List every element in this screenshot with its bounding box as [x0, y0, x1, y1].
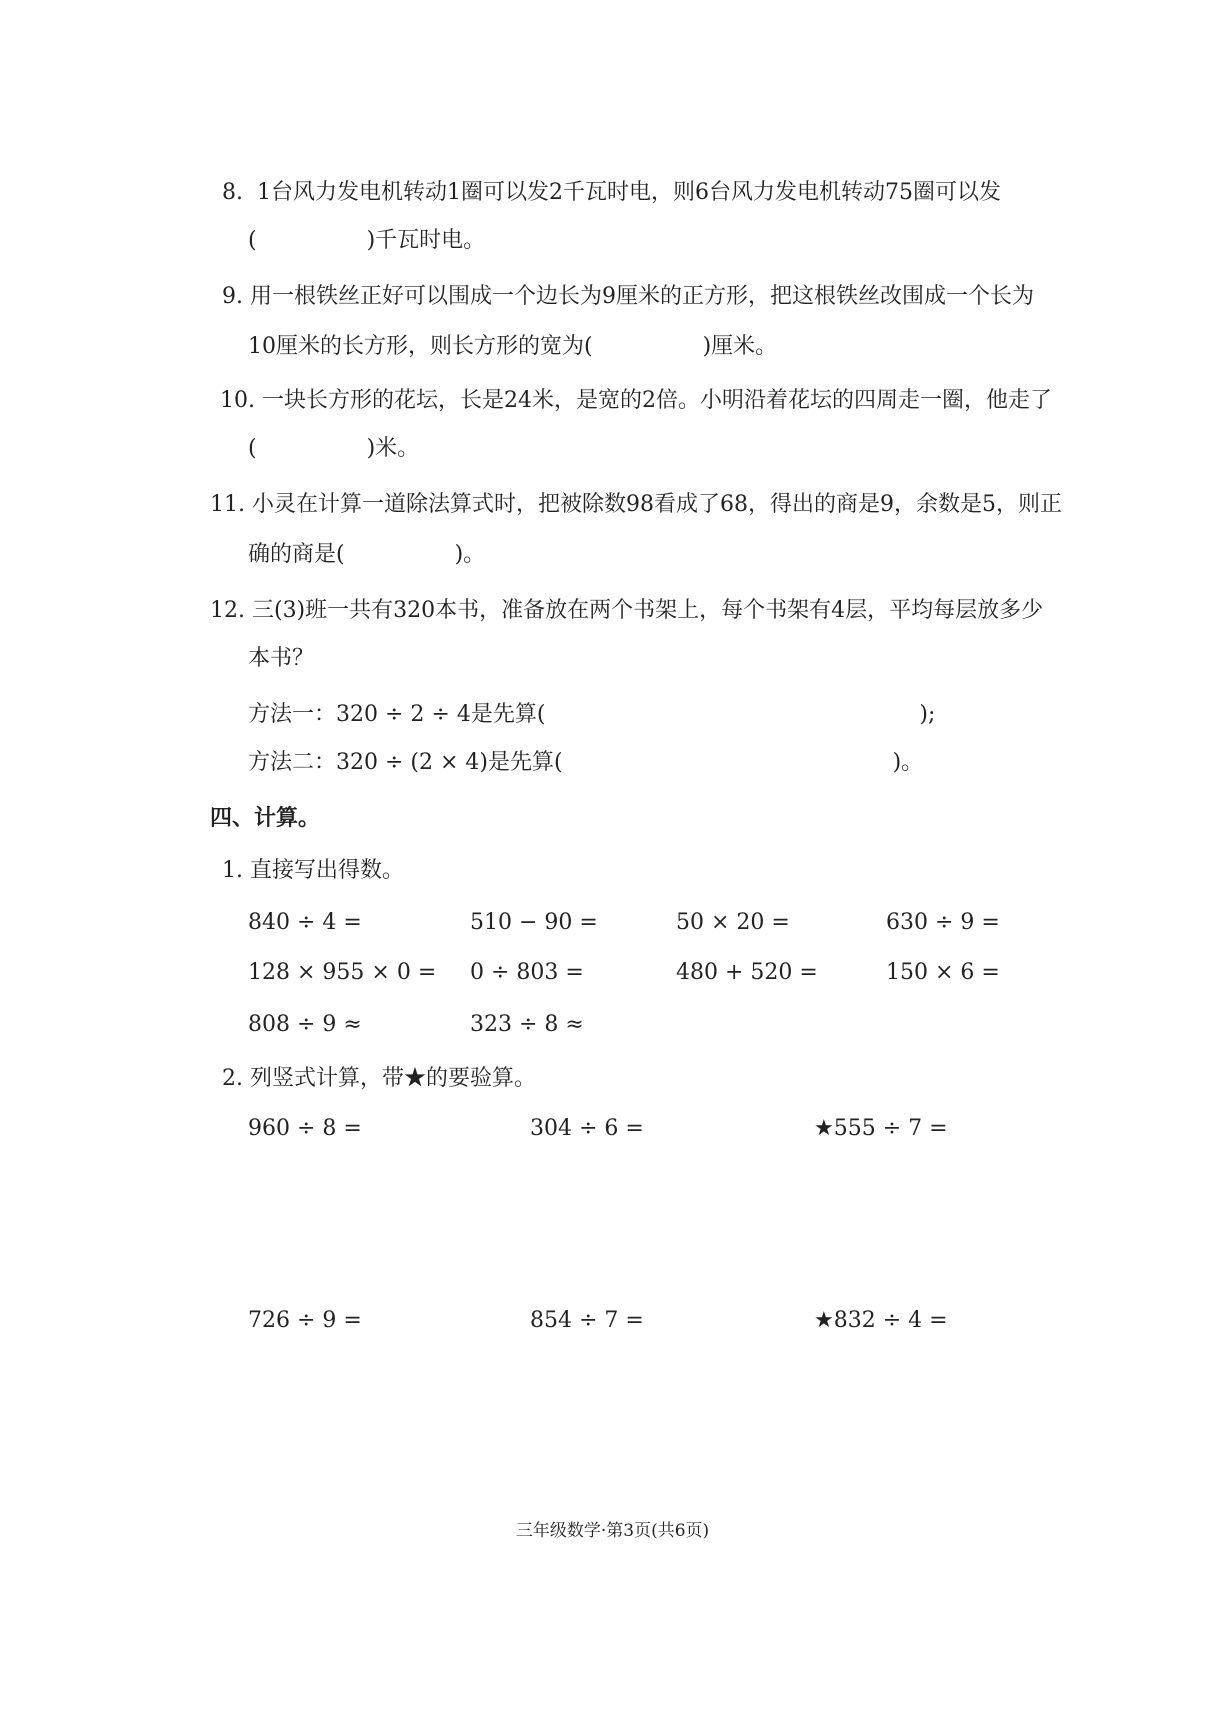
question-12-method-1: 方法一：320 ÷ 2 ÷ 4是先算( ); — [248, 702, 936, 727]
calc-item: 840 ÷ 4 = — [248, 910, 362, 935]
calc-item: 50 × 20 = — [676, 910, 790, 935]
question-11-line-1: 11. 小灵在计算一道除法算式时，把被除数98看成了68，得出的商是9，余数是5，则正 — [210, 492, 1062, 517]
question-8-line-2: ( )千瓦时电。 — [248, 228, 486, 253]
vertical-calc-item: 726 ÷ 9 = — [248, 1308, 362, 1333]
section-4-title: 四、计算。 — [210, 806, 321, 831]
page-footer: 三年级数学·第3页(共6页) — [515, 1521, 710, 1541]
part-1-title: 1. 直接写出得数。 — [222, 858, 404, 883]
question-12-method-2: 方法二：320 ÷ (2 × 4)是先算( )。 — [248, 750, 924, 775]
vertical-calc-item: ★555 ÷ 7 = — [814, 1116, 948, 1141]
calc-item: 808 ÷ 9 ≈ — [248, 1012, 362, 1037]
calc-item: 128 × 955 × 0 = — [248, 960, 437, 985]
part-2-title: 2. 列竖式计算，带★的要验算。 — [222, 1066, 536, 1091]
calc-item: 630 ÷ 9 = — [886, 910, 1000, 935]
question-10-line-2: ( )米。 — [248, 436, 420, 461]
calc-item: 510 − 90 = — [470, 910, 598, 935]
question-12-line-2: 本书？ — [248, 646, 315, 671]
question-12-line-1: 12. 三(3)班一共有320本书，准备放在两个书架上，每个书架有4层，平均每层放多少 — [210, 598, 1044, 623]
vertical-calc-item: 854 ÷ 7 = — [530, 1308, 644, 1333]
calc-item: 0 ÷ 803 = — [470, 960, 584, 985]
calc-item: 150 × 6 = — [886, 960, 1000, 985]
question-8-line-1: 8. 1台风力发电机转动1圈可以发2千瓦时电，则6台风力发电机转动75圈可以发 — [222, 180, 1001, 205]
question-9-line-1: 9. 用一根铁丝正好可以围成一个边长为9厘米的正方形，把这根铁丝改围成一个长为 — [222, 284, 1034, 309]
calc-item: 323 ÷ 8 ≈ — [470, 1012, 584, 1037]
question-11-line-2: 确的商是( )。 — [248, 542, 486, 567]
question-10-line-1: 10. 一块长方形的花坛，长是24米，是宽的2倍。小明沿着花坛的四周走一圈，他走了 — [220, 388, 1052, 413]
vertical-calc-item: 304 ÷ 6 = — [530, 1116, 644, 1141]
question-9-line-2: 10厘米的长方形，则长方形的宽为( )厘米。 — [248, 334, 778, 359]
calc-item: 480 + 520 = — [676, 960, 818, 985]
vertical-calc-item: 960 ÷ 8 = — [248, 1116, 362, 1141]
vertical-calc-item: ★832 ÷ 4 = — [814, 1308, 948, 1333]
